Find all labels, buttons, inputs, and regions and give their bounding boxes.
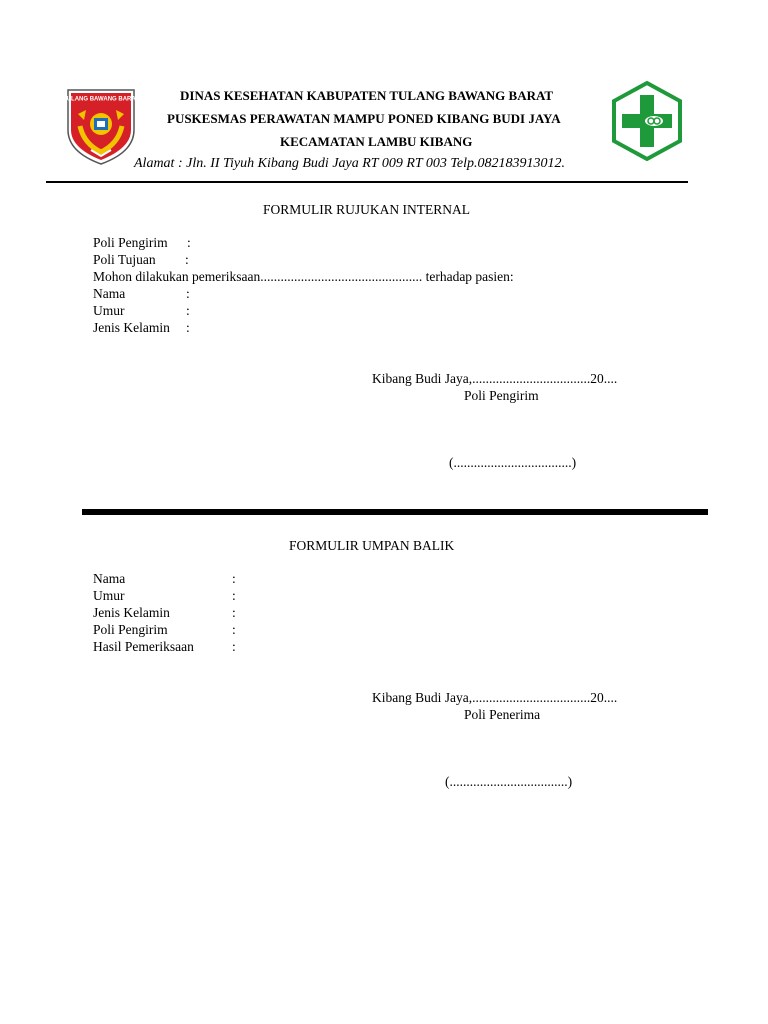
- form2-signer-role: Poli Penerima: [464, 707, 541, 722]
- emblem-text: TULANG BAWANG BARAT: [64, 96, 138, 103]
- header-agency: DINAS KESEHATAN KABUPATEN TULANG BAWANG BARAT: [180, 88, 554, 103]
- header-divider: [46, 181, 688, 183]
- header-district: KECAMATAN LAMBU KIBANG: [280, 134, 473, 149]
- form1-signature-line: (...................................): [449, 455, 577, 470]
- puskesmas-logo-icon: [610, 80, 684, 162]
- form2-place-date: Kibang Budi Jaya,...................................20....: [372, 690, 618, 705]
- regency-emblem-icon: [64, 86, 138, 166]
- form1-place-date: Kibang Budi Jaya,...................................20....: [372, 371, 618, 386]
- form1-field-umur: Umur :: [93, 303, 190, 318]
- form2-field-jenis-kelamin: Jenis Kelamin :: [93, 605, 236, 620]
- form1-title: FORMULIR RUJUKAN INTERNAL: [263, 202, 471, 217]
- form1-field-jenis-kelamin: Jenis Kelamin :: [93, 320, 190, 335]
- section-divider: [82, 509, 708, 515]
- form2-title: FORMULIR UMPAN BALIK: [289, 538, 455, 553]
- form2-field-umur: Umur :: [93, 588, 236, 603]
- form1-field-poli-tujuan: Poli Tujuan :: [93, 252, 189, 267]
- form1-field-poli-pengirim: Poli Pengirim :: [93, 235, 191, 250]
- form1-signer-role: Poli Pengirim: [464, 388, 539, 403]
- form1-field-nama: Nama :: [93, 286, 190, 301]
- form2-field-nama: Nama :: [93, 571, 236, 586]
- header-institution: PUSKESMAS PERAWATAN MAMPU PONED KIBANG BUDI JAYA: [167, 111, 561, 126]
- form2-signature-line: (...................................): [445, 774, 573, 789]
- form2-field-hasil-pemeriksaan: Hasil Pemeriksaan :: [93, 639, 236, 654]
- form1-request-line: Mohon dilakukan pemeriksaan................................................ terhadap pasien:: [93, 269, 514, 284]
- form2-field-poli-pengirim: Poli Pengirim :: [93, 622, 236, 637]
- header-address: Alamat : Jln. II Tiyuh Kibang Budi Jaya RT 009 RT 003 Telp.082183913012.: [134, 156, 566, 171]
